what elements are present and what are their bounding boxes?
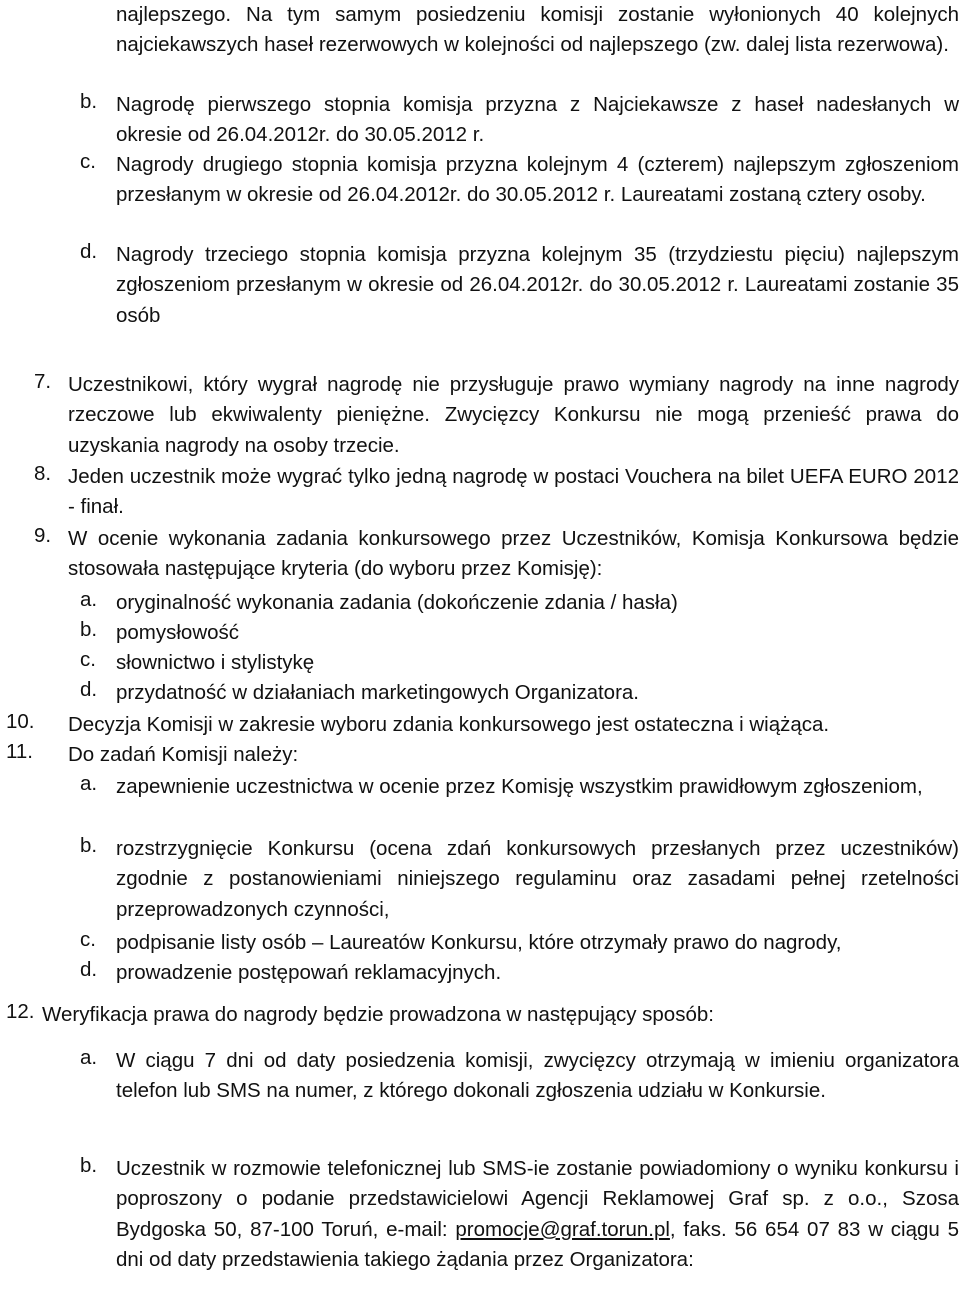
list-item-text: prowadzenie postępowań reklamacyjnych.	[116, 961, 502, 984]
duty-item-b	[80, 834, 959, 925]
paragraph-text: najlepszego. Na tym samym posiedzeniu komisji zostanie wyłonionych 40 kolejnych najciekawszych haseł rezerwowych w kolejności od najlepszego (zw. dalej lista rezerwowa).	[116, 3, 959, 57]
list-item-text: oryginalność wykonania zadania (dokończenie zdania / hasła)	[116, 591, 678, 614]
list-marker: c.	[80, 648, 96, 671]
section-number: 8.	[34, 462, 52, 485]
section-number: 10.	[6, 710, 35, 733]
list-item-text	[116, 1154, 959, 1275]
verification-item-b	[80, 1154, 959, 1275]
duty-item-d	[80, 958, 501, 988]
duty-item-c	[80, 928, 842, 958]
list-item-c	[80, 150, 959, 211]
list-item-text: Nagrodę pierwszego stopnia komisja przyzna z Najciekawsze z haseł nadesłanych w okresie od 26.04.2012r. do 30.05.2012 r.	[116, 93, 959, 147]
section-number: 9.	[34, 524, 52, 547]
list-marker: a.	[80, 588, 98, 611]
list-item-d	[80, 240, 959, 331]
list-marker: d.	[80, 958, 98, 981]
section-text: Decyzja Komisji w zakresie wyboru zdania konkursowego jest ostateczna i wiążąca.	[68, 713, 830, 736]
list-item-text: podpisanie listy osób – Laureatów Konkursu, które otrzymały prawo do nagrody,	[116, 931, 842, 954]
section-10	[6, 710, 959, 740]
list-item-text: rozstrzygnięcie Konkursu (ocena zdań konkursowych przesłanych przez uczestników) zgodnie z postanowieniami niniejszego regulaminu oraz zasadami pełnej rzetelności przeprowadzonych czynności,	[116, 837, 959, 921]
section-8	[34, 462, 959, 523]
section-number: 12.	[6, 1000, 35, 1023]
section-text: W ocenie wykonania zadania konkursowego przez Uczestników, Komisja Konkursowa będzie stosowała następujące kryteria (do wyboru przez Komisję):	[68, 527, 959, 581]
duty-item-a	[80, 772, 959, 802]
list-marker: b.	[80, 618, 98, 641]
list-item-text: Nagrody trzeciego stopnia komisja przyzna kolejnym 35 (trzydziestu pięciu) najlepszym zgłoszeniom przesłanym w okresie od 26.04.2012r. do 30.05.2012 r. Laureatami zostanie 35 osób	[116, 243, 959, 327]
list-item-text: Nagrody drugiego stopnia komisja przyzna kolejnym 4 (czterem) najlepszym zgłoszeniom przesłanym w okresie od 26.04.2012r. do 30.05.2012 r. Laureatami zostaną cztery osoby.	[116, 153, 959, 207]
list-marker: d.	[80, 678, 98, 701]
section-text: Uczestnikowi, który wygrał nagrodę nie przysługuje prawo wymiany nagrody na inne nagrody rzeczowe lub ekwiwalenty pieniężne. Zwycięzcy Konkursu nie mogą przenieść prawa do uzyskania nagrody na osoby trzecie.	[68, 373, 959, 457]
list-item-text: przydatność w działaniach marketingowych Organizatora.	[116, 681, 640, 704]
section-text: Do zadań Komisji należy:	[68, 743, 299, 766]
criteria-item-c	[80, 648, 314, 678]
list-item-text: W ciągu 7 dni od daty posiedzenia komisji, zwycięzcy otrzymają w imieniu organizatora telefon lub SMS na numer, z którego dokonali zgłoszenia udziału w Konkursie.	[116, 1049, 959, 1103]
text-after-email: , faks. 56 654 07 83 w ciągu 5 dni od daty przedstawienia takiego żądania przez Organizatora:	[116, 1217, 959, 1271]
list-marker: b.	[80, 834, 98, 857]
list-marker: b.	[80, 90, 98, 113]
criteria-item-b	[80, 618, 239, 648]
list-marker: d.	[80, 240, 98, 263]
section-text: Jeden uczestnik może wygrać tylko jedną nagrodę w postaci Vouchera na bilet UEFA EURO 2012 - finał.	[68, 465, 959, 519]
section-11	[6, 740, 959, 770]
section-7	[34, 370, 959, 461]
list-marker: b.	[80, 1154, 98, 1177]
verification-item-a	[80, 1046, 959, 1107]
list-marker: a.	[80, 772, 98, 795]
list-item-b	[80, 90, 959, 151]
list-marker: c.	[80, 150, 96, 173]
list-marker: c.	[80, 928, 96, 951]
section-number: 7.	[34, 370, 52, 393]
list-item-text: pomysłowość	[116, 621, 240, 644]
list-item-text: słownictwo i stylistykę	[116, 651, 315, 674]
email-link[interactable]: promocje@graf.torun.pl	[455, 1217, 670, 1241]
criteria-item-d	[80, 678, 639, 708]
continuation-paragraph	[116, 0, 959, 61]
criteria-item-a	[80, 588, 678, 618]
section-9	[34, 524, 959, 585]
list-item-text: zapewnienie uczestnictwa w ocenie przez Komisję wszystkim prawidłowym zgłoszeniom,	[116, 775, 923, 798]
section-number: 11.	[6, 740, 33, 763]
list-marker: a.	[80, 1046, 98, 1069]
text-before-email: Uczestnik w rozmowie telefonicznej lub SMS-ie zostanie powiadomiony o wyniku konkursu i poproszony o podanie przedstawicielowi Agencji Reklamowej Graf sp. z o.o., Szosa Bydgoska 50, 87-100 Toruń, e-mail:	[116, 1157, 959, 1241]
section-12	[6, 1000, 959, 1030]
section-text: Weryfikacja prawa do nagrody będzie prowadzona w następujący sposób:	[42, 1003, 714, 1026]
